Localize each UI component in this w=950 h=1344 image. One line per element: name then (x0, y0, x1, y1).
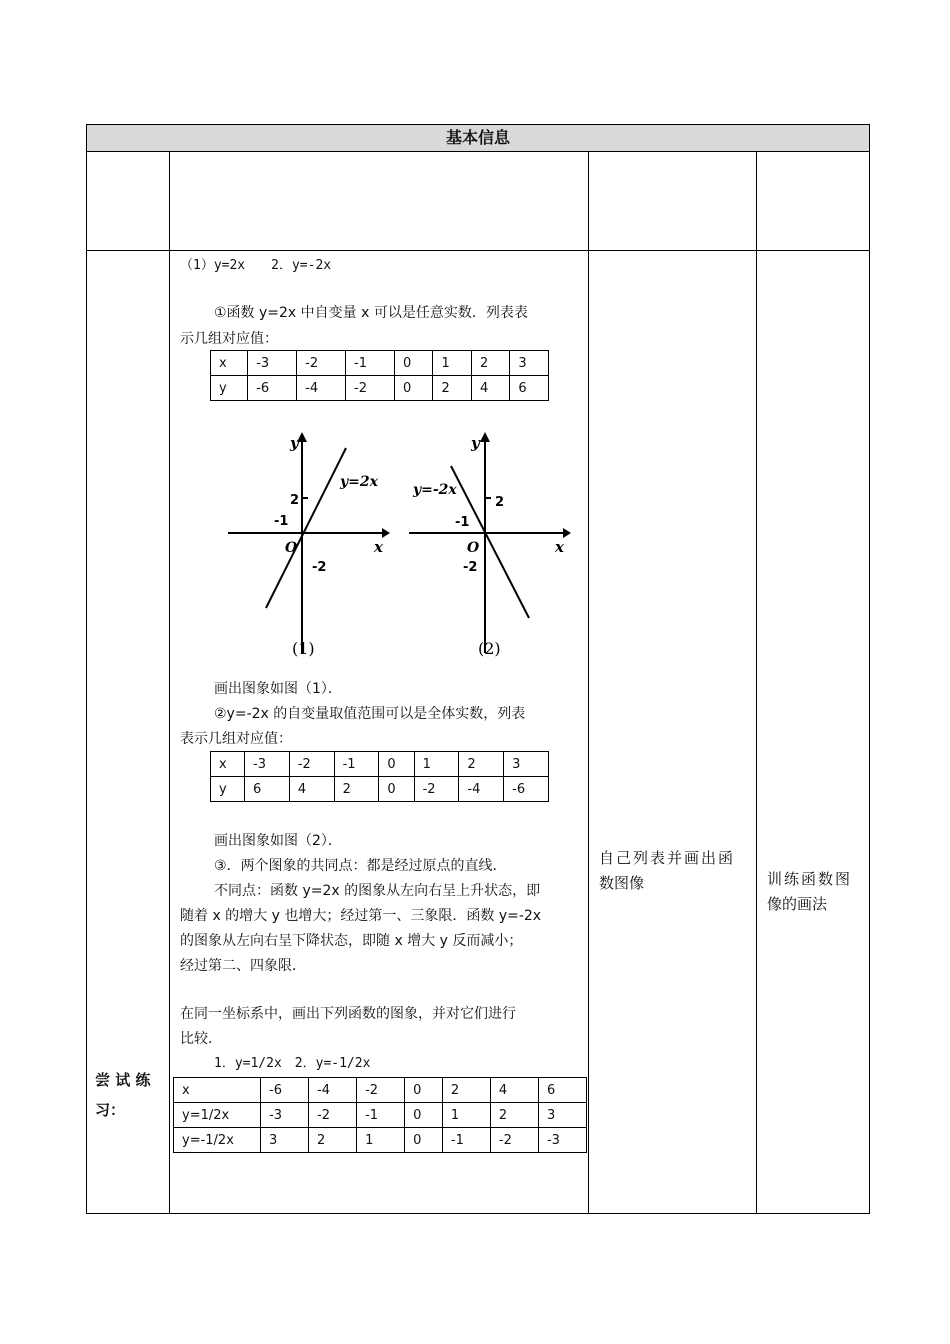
table-cell: -4 (459, 777, 504, 802)
table-border-left (86, 124, 87, 1214)
table-cell: 0 (379, 752, 414, 777)
table-cell: 0 (394, 351, 432, 376)
table-cell: 0 (405, 1078, 443, 1103)
design-intent-line-2: 像的画法 (767, 895, 828, 913)
table-cell: -1 (357, 1103, 405, 1128)
paragraph-6-line-2: 随着 x 的增大 y 也增大；经过第一、三象限．函数 y=-2x (180, 908, 542, 924)
table-column-divider (756, 151, 757, 1214)
table-cell: y=1/2x (174, 1103, 261, 1128)
paragraph-6-line-4: 经过第二、四象限． (180, 958, 306, 974)
table-row (211, 752, 549, 777)
table-cell: 0 (405, 1103, 443, 1128)
table-cell: -1 (346, 351, 395, 376)
axis-y-label: y (471, 434, 480, 452)
line-equation-label: y=2x (340, 474, 378, 490)
axis-x-label: x (374, 538, 383, 556)
value-table-1 (210, 350, 549, 401)
table-row (174, 1103, 587, 1128)
table-cell: x (174, 1078, 261, 1103)
paragraph-5: ③．两个图象的共同点：都是经过原点的直线． (214, 858, 507, 874)
table-cell: -3 (248, 351, 297, 376)
table-cell: -6 (261, 1078, 309, 1103)
table-cell: y=-1/2x (174, 1128, 261, 1153)
student-activity-line-1: 自己列表并画出函 (599, 849, 736, 867)
table-cell: 3 (504, 752, 549, 777)
table-column-divider (169, 151, 170, 1214)
graph-caption: (2) (478, 639, 501, 658)
paragraph-7-line-1: 在同一坐标系中，画出下列函数的图象，并对它们进行 (180, 1006, 516, 1022)
paragraph-1-line-2: 示几组对应值： (180, 331, 278, 347)
table-cell: 2 (490, 1103, 538, 1128)
tick-label: -2 (312, 560, 327, 575)
table-cell: -2 (357, 1078, 405, 1103)
table-cell: 3 (261, 1128, 309, 1153)
table-cell: -1 (442, 1128, 490, 1153)
table-border-bottom (86, 1213, 870, 1214)
paragraph-7-line-2: 比较． (180, 1031, 222, 1047)
value-table-2 (210, 751, 549, 802)
table-cell: -6 (248, 376, 297, 401)
graph-y-equals-neg-2x (405, 428, 575, 668)
axis-x-label: x (555, 538, 564, 556)
table-cell: -3 (261, 1103, 309, 1128)
paragraph-1-line-1: ①函数 y=2x 中自变量 x 可以是任意实数．列表表 (214, 305, 528, 321)
axis-y-label: y (290, 434, 299, 452)
table-cell: y (211, 777, 245, 802)
table-cell: 6 (245, 777, 290, 802)
paragraph-4: 画出图象如图（2）． (214, 833, 342, 849)
table-cell: -2 (289, 752, 334, 777)
tick-label: -1 (274, 514, 289, 529)
table-cell: 2 (442, 1078, 490, 1103)
table-row (174, 1078, 587, 1103)
paragraph-6-line-1: 不同点：函数 y=2x 的图象从左向右呈上升状态，即 (214, 883, 541, 899)
paragraph-2: 画出图象如图（1）． (214, 681, 342, 697)
paragraph-3-line-1: ②y=-2x 的自变量取值范围可以是全体实数，列表 (214, 706, 526, 722)
table-cell: 1 (433, 351, 471, 376)
table-row (211, 351, 549, 376)
value-table-3 (173, 1077, 587, 1153)
tick-label: -2 (463, 560, 478, 575)
table-cell: 3 (510, 351, 549, 376)
table-cell: -2 (414, 777, 459, 802)
table-row (174, 1128, 587, 1153)
line-equation-label: y=-2x (413, 482, 457, 498)
table-cell: 3 (538, 1103, 586, 1128)
table-cell: 0 (394, 376, 432, 401)
table-cell: -2 (297, 351, 346, 376)
graph-y-equals-2x (222, 428, 392, 668)
table-cell: -1 (334, 752, 379, 777)
table-row (211, 777, 549, 802)
table-cell: 1 (414, 752, 459, 777)
table-border (86, 250, 870, 251)
table-cell: -3 (245, 752, 290, 777)
table-cell: -6 (504, 777, 549, 802)
tick-label: 2 (290, 493, 300, 508)
table-cell: x (211, 351, 248, 376)
table-cell: 2 (433, 376, 471, 401)
origin-label: O (467, 540, 480, 556)
table-border (86, 151, 870, 152)
table-cell: -4 (297, 376, 346, 401)
table-cell: -4 (309, 1078, 357, 1103)
table-cell: 1 (357, 1128, 405, 1153)
table-cell: -2 (490, 1128, 538, 1153)
graph-caption: (1) (292, 639, 315, 658)
table-cell: -2 (346, 376, 395, 401)
table-cell: 1 (442, 1103, 490, 1128)
table-cell: 2 (459, 752, 504, 777)
paragraph-6-line-3: 的图象从左向右呈下降状态，即随 x 增大 y 反而减小； (180, 933, 523, 949)
table-cell: 4 (289, 777, 334, 802)
table-cell: 4 (490, 1078, 538, 1103)
paragraph-8: 1．y=1/2x 2．y=-1/2x (214, 1056, 371, 1071)
intro-line: （1）y=2x 2．y=-2x (180, 258, 332, 273)
table-cell: y (211, 376, 248, 401)
origin-label: O (285, 540, 298, 556)
table-border-right (869, 124, 870, 1214)
paragraph-3-line-2: 表示几组对应值： (180, 731, 292, 747)
table-cell: 4 (471, 376, 509, 401)
table-column-divider (588, 151, 589, 1214)
design-intent-line-1: 训练函数图 (767, 870, 853, 888)
row-label: 尝 试 练 习： (95, 1071, 151, 1119)
table-cell: 2 (471, 351, 509, 376)
tick-label: 2 (495, 495, 505, 510)
table-cell: x (211, 752, 245, 777)
table-cell: 2 (334, 777, 379, 802)
table-cell: 6 (510, 376, 549, 401)
table-cell: 0 (379, 777, 414, 802)
table-cell: -2 (309, 1103, 357, 1128)
table-header: 基本信息 (87, 125, 869, 151)
table-cell: 0 (405, 1128, 443, 1153)
table-row (211, 376, 549, 401)
table-cell: -3 (538, 1128, 586, 1153)
student-activity-line-2: 数图像 (599, 874, 645, 892)
table-cell: 2 (309, 1128, 357, 1153)
table-cell: 6 (538, 1078, 586, 1103)
tick-label: -1 (455, 515, 470, 530)
